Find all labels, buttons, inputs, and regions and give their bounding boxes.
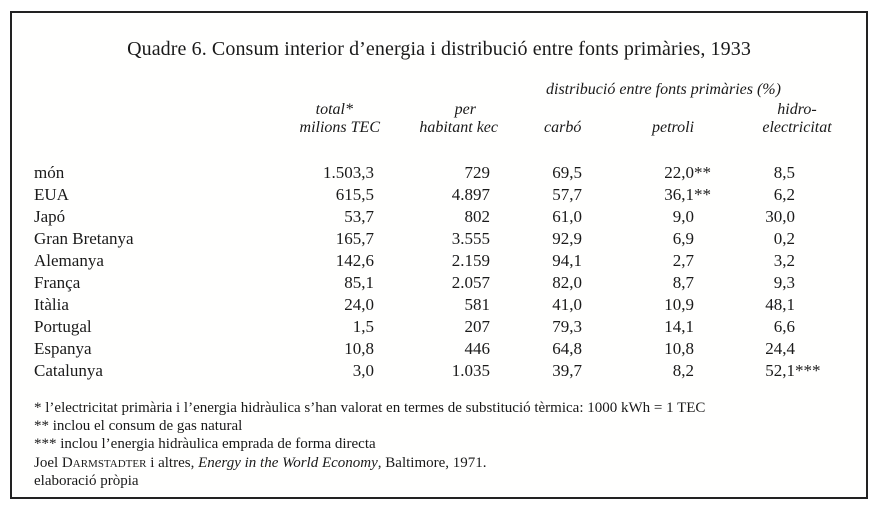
table-row (12, 162, 866, 184)
cell-per: 207 (464, 317, 490, 336)
table-row (12, 250, 866, 272)
cell-petroli (664, 162, 711, 184)
table-row (12, 294, 866, 316)
cell-carbo: 79,3 (552, 317, 582, 336)
cell-total: 1,5 (352, 317, 374, 336)
cell-hidro-footnote-mark: *** (795, 361, 821, 380)
table-row (12, 316, 866, 338)
cell-hidro (765, 294, 795, 316)
cell-country: Espanya (34, 339, 92, 358)
cell-hidro-number: 24,4 (765, 339, 795, 358)
cell-hidro-number: 3,2 (773, 251, 795, 270)
cell-country: Catalunya (34, 361, 103, 380)
cell-per: 2.159 (451, 251, 490, 270)
cell-hidro (774, 184, 795, 206)
cell-hidro (774, 250, 795, 272)
table-row (12, 360, 866, 382)
cell-total: 85,1 (344, 273, 374, 292)
cell-petroli (673, 250, 694, 272)
cell-total: 615,5 (335, 185, 374, 204)
header-hidro-line2: electricitat (762, 119, 832, 136)
footnote-2: ** inclou el consum de gas natural (34, 418, 243, 435)
cell-country: França (34, 273, 81, 292)
cell-petroli-number: 8,7 (672, 273, 694, 292)
cell-hidro (774, 316, 795, 338)
cell-total: 142,6 (335, 251, 374, 270)
cell-carbo: 61,0 (552, 207, 582, 226)
source-place: , Baltimore, 1971. (377, 454, 487, 471)
cell-hidro (765, 206, 795, 228)
cell-total: 53,7 (344, 207, 374, 226)
cell-petroli-number: 8,2 (672, 361, 694, 380)
cell-per: 581 (464, 295, 490, 314)
cell-total: 24,0 (344, 295, 374, 314)
footnotes (34, 399, 705, 490)
cell-petroli-number: 2,7 (672, 251, 694, 270)
cell-petroli (673, 206, 694, 228)
header-group-distribution: distribució entre fonts primàries (%) (546, 81, 781, 98)
table-row (12, 184, 866, 206)
cell-hidro (774, 228, 795, 250)
cell-petroli-number: 10,9 (664, 295, 694, 314)
cell-total: 165,7 (335, 229, 374, 248)
cell-petroli (664, 338, 694, 360)
cell-hidro-number: 30,0 (765, 207, 795, 226)
cell-carbo: 64,8 (552, 339, 582, 358)
cell-total: 10,8 (344, 339, 374, 358)
header-per-line1: per (454, 101, 476, 118)
table-title: Quadre 6. Consum interior d’energia i distribució entre fonts primàries, 1933 (127, 38, 751, 60)
cell-carbo: 39,7 (552, 361, 582, 380)
cell-petroli (664, 294, 694, 316)
cell-per: 802 (464, 207, 490, 226)
cell-petroli-number: 9,0 (672, 207, 694, 226)
header-petroli: petroli (652, 119, 695, 136)
cell-country: món (34, 163, 65, 182)
source-author-last: Darmstadter (61, 454, 147, 471)
cell-petroli-number: 6,9 (672, 229, 694, 248)
cell-country: EUA (34, 185, 69, 204)
cell-hidro-number: 0,2 (773, 229, 795, 248)
header-hidro-line1: hidro- (777, 101, 817, 118)
cell-country: Japó (34, 207, 66, 226)
cell-total: 1.503,3 (323, 163, 374, 182)
table-row (12, 228, 866, 250)
cell-hidro-number: 6,6 (773, 317, 795, 336)
cell-carbo: 92,9 (552, 229, 582, 248)
cell-petroli-number: 10,8 (664, 339, 694, 358)
cell-hidro (765, 338, 795, 360)
cell-country: Alemanya (34, 251, 104, 270)
cell-petroli-footnote-mark: ** (694, 163, 711, 182)
cell-carbo: 82,0 (552, 273, 582, 292)
cell-per: 446 (464, 339, 490, 358)
cell-hidro-number: 9,3 (773, 273, 795, 292)
cell-petroli (673, 228, 694, 250)
cell-per: 3.555 (451, 229, 490, 248)
footnote-1: * l’electricitat primària i l’energia hidràulica s’han valorat en termes de substitució tèrmica: 1000 kWh = 1 TEC (34, 400, 706, 416)
cell-petroli (673, 272, 694, 294)
table-row (12, 272, 866, 294)
cell-country: Portugal (34, 317, 92, 336)
cell-hidro-number: 8,5 (773, 163, 795, 182)
cell-country: Gran Bretanya (34, 229, 134, 248)
cell-carbo: 69,5 (552, 163, 582, 182)
source-rest: i altres, (150, 454, 195, 471)
cell-per: 729 (464, 163, 490, 182)
header-total-line2: milions TEC (299, 119, 380, 136)
source-book: Energy in the World Economy (198, 454, 378, 471)
cell-hidro (774, 162, 795, 184)
cell-carbo: 94,1 (552, 251, 582, 270)
cell-petroli (664, 316, 694, 338)
footnote-own-elaboration: elaboració pròpia (34, 472, 139, 489)
header-carbo: carbó (544, 119, 582, 136)
header-total-line1: total* (315, 101, 353, 118)
table-frame (10, 11, 868, 499)
cell-per: 2.057 (451, 273, 490, 292)
cell-petroli-number: 22,0 (664, 163, 694, 182)
source-author-first: Joel (34, 454, 59, 471)
cell-petroli-footnote-mark: ** (694, 185, 711, 204)
header-per-line2: habitant kec (419, 119, 498, 136)
table-row (12, 206, 866, 228)
cell-hidro (765, 360, 820, 382)
footnote-3: *** inclou l’energia hidràulica emprada de forma directa (34, 436, 376, 453)
table-row (12, 338, 866, 360)
cell-carbo: 41,0 (552, 295, 582, 314)
cell-petroli (673, 360, 694, 382)
cell-per: 4.897 (451, 185, 490, 204)
cell-petroli (664, 184, 711, 206)
cell-carbo: 57,7 (552, 185, 582, 204)
cell-petroli-number: 36,1 (664, 185, 694, 204)
cell-total: 3,0 (352, 361, 374, 380)
cell-hidro-number: 6,2 (773, 185, 795, 204)
cell-petroli-number: 14,1 (664, 317, 694, 336)
cell-per: 1.035 (451, 361, 490, 380)
cell-hidro (774, 272, 795, 294)
cell-country: Itàlia (34, 295, 69, 314)
source-citation (34, 454, 705, 472)
cell-hidro-number: 48,1 (765, 295, 795, 314)
cell-hidro-number: 52,1 (765, 361, 795, 380)
